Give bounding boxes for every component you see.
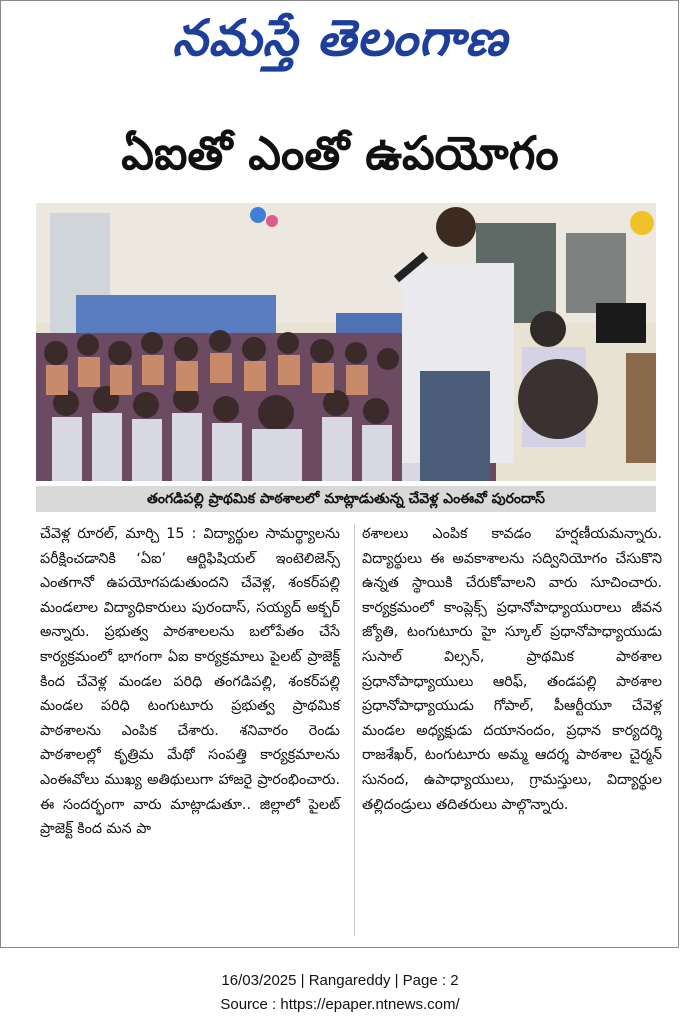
column-divider: [354, 524, 355, 936]
newspaper-masthead: నమస్తే తెలంగాణ: [172, 9, 508, 67]
photo-caption: తంగడిపల్లి ప్రాథమిక పాఠశాలలో మాట్లాడుతున్న చేవెళ్ల ఎంఈవో పురందాస్: [36, 486, 656, 512]
article-photo: [36, 203, 656, 481]
article-column-2: [362, 522, 662, 817]
article-column-1: [40, 522, 340, 842]
footer-date-edition: 16/03/2025 | Rangareddy | Page : 2: [221, 972, 459, 989]
article-headline: ఏఐతో ఎంతో ఉపయోగం: [121, 126, 559, 180]
article-column-1-text: చేవెళ్ల రూరల్, మార్చి 15 : విద్యార్థుల సామర్థ్యాలను పరీక్షించడానికి ‘ఏఐ’ ఆర్టిఫిషియల్ ఇంటెలిజెన్స్ ఎంతగానో ఉపయోగపడుతుందని చేవెళ్ల, శంకర్‌పల్లి మండలాల విద్యాధికారులు పురందాస్, సయ్యద్ అక్బర్ అన్నారు. ప్రభుత్వ పాఠశాలలను బలోపేతం చేసే కార్యక్రమంలో భాగంగా ఏఐ కార్యక్రమాలు పైలట్ ప్రాజెక్ట్ కింద చేవెళ్ల మండల పరిధి తంగడిపల్లి, శంకర్‌పల్లి మండల పరిధి టంగుటూరు ప్రభుత్వ ప్రాథమిక పాఠశాలను ఎంపిక చేశారు. శనివారం రెండు పాఠశాలల్లో కృత్రిమ మేథో సంపత్తి కార్యక్రమాలను ఎంఈవోలు ముఖ్య అతిథులుగా హాజరై ప్రారంభించారు. ఈ సందర్భంగా వారు మాట్లాడుతూ.. జిల్లాలో పైలట్ ప్రాజెక్ట్ కింద మన పా: [40, 526, 340, 838]
article-column-2-text: ఠశాలలు ఎంపిక కావడం హర్షణీయమన్నారు. విద్యార్థులు ఈ అవకాశాలను సద్వినియోగం చేసుకొని ఉన్నత స్థాయికి చేరుకోవాలని వారు సూచించారు. కార్యక్రమంలో కాంప్లెక్స్ ప్రధానోపాధ్యాయురాలు జీవన జ్యోతి, టంగుటూరు హై స్కూల్ ప్రధానోపాధ్యాయుడు సుసాల్ విల్సన్, ప్రాథమిక పాఠశాల ప్రధానోపాధ్యాయులు ఆరిఫ్, తండపల్లి పాఠశాల ప్రధానోపాధ్యాయుడు గోపాల్, పీఆర్టీయూ చేవెళ్ల మండల అధ్యక్షుడు దయానందం, ప్రధాన కార్యదర్శి రాజశేఖర్, టంగుటూరు అమ్మ ఆదర్శ పాఠశాల చైర్మన్ సునంద, ఉపాధ్యాయులు, గ్రామస్తులు, విద్యార్థుల తల్లిదండ్రులు తదితరులు పాల్గొన్నారు.: [362, 526, 662, 813]
footer-source[interactable]: Source : https://epaper.ntnews.com/: [220, 996, 460, 1013]
classroom-photo-illustration: [36, 203, 656, 481]
